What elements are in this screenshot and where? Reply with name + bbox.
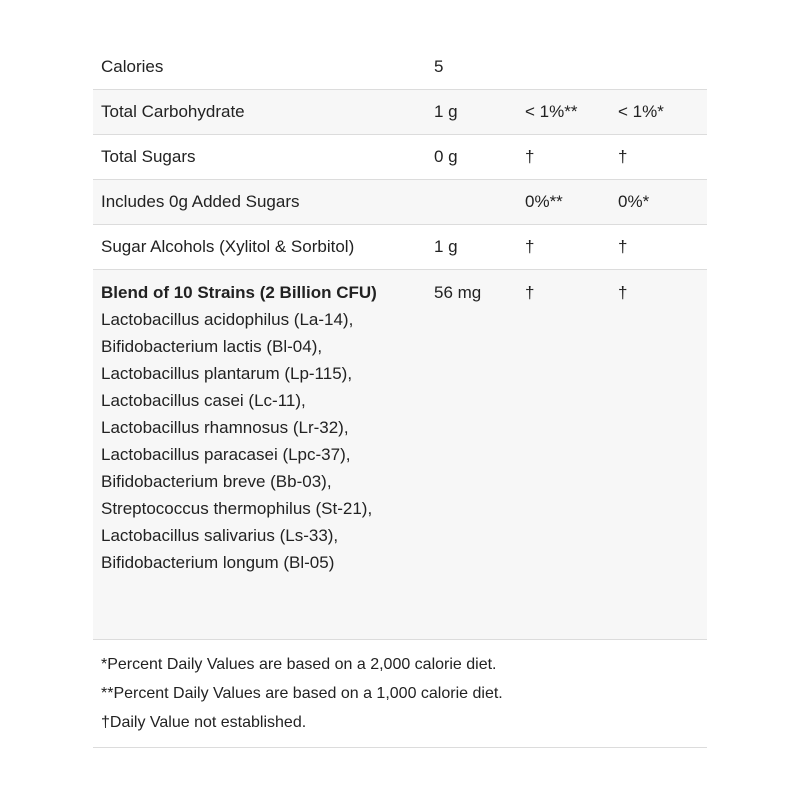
strain-item: Lactobacillus paracasei (Lpc-37), <box>101 445 351 464</box>
daily-value-2000: † <box>618 147 628 166</box>
strain-item: Lactobacillus casei (Lc-11), <box>101 391 306 410</box>
nutrient-amount: 56 mg <box>434 283 482 302</box>
nutrient-row-total-carbohydrate <box>93 90 707 135</box>
strain-item: Bifidobacterium lactis (Bl-04), <box>101 337 323 356</box>
daily-value-2000: < 1%* <box>618 102 664 121</box>
strain-item: Lactobacillus acidophilus (La-14), <box>101 310 354 329</box>
nutrient-row-calories <box>93 45 707 90</box>
nutrient-row-added-sugars <box>93 180 707 225</box>
strain-item: Lactobacillus plantarum (Lp-115), <box>101 364 353 383</box>
nutrient-amount: 1 g <box>434 237 458 256</box>
strain-item: Lactobacillus rhamnosus (Lr-32), <box>101 418 349 437</box>
nutrient-name: Total Carbohydrate <box>101 102 245 121</box>
footnotes <box>93 640 707 748</box>
nutrient-amount: 5 <box>434 57 444 76</box>
nutrient-row-probiotic-blend <box>93 270 707 640</box>
strain-item: Bifidobacterium breve (Bb-03), <box>101 472 332 491</box>
daily-value-2000: † <box>618 237 628 256</box>
daily-value-1000: < 1%** <box>525 102 578 121</box>
blend-description <box>101 279 401 576</box>
strain-item: Lactobacillus salivarius (Ls-33), <box>101 526 339 545</box>
footnote-1000-calorie: **Percent Daily Values are based on a 1,000 calorie diet. <box>101 685 503 702</box>
nutrient-row-sugar-alcohols <box>93 225 707 270</box>
daily-value-2000: † <box>618 283 628 302</box>
footnote-dv-not-established: †Daily Value not established. <box>101 714 307 731</box>
nutrient-amount: 1 g <box>434 102 458 121</box>
strain-item: Bifidobacterium longum (Bl-05) <box>101 553 335 572</box>
supplement-facts-table <box>93 45 707 748</box>
daily-value-2000: 0%* <box>618 192 650 211</box>
daily-value-1000: † <box>525 147 535 166</box>
strain-item: Streptococcus thermophilus (St-21), <box>101 499 373 518</box>
nutrient-name: Sugar Alcohols (Xylitol & Sorbitol) <box>101 237 355 256</box>
blend-title: Blend of 10 Strains (2 Billion CFU) <box>101 283 377 302</box>
nutrient-name: Includes 0g Added Sugars <box>101 192 300 211</box>
nutrient-row-total-sugars <box>93 135 707 180</box>
footnote-2000-calorie: *Percent Daily Values are based on a 2,000 calorie diet. <box>101 656 497 673</box>
nutrient-amount: 0 g <box>434 147 458 166</box>
daily-value-1000: 0%** <box>525 192 563 211</box>
nutrient-name: Total Sugars <box>101 147 196 166</box>
daily-value-1000: † <box>525 237 535 256</box>
nutrient-name: Calories <box>101 57 164 76</box>
daily-value-1000: † <box>525 283 535 302</box>
